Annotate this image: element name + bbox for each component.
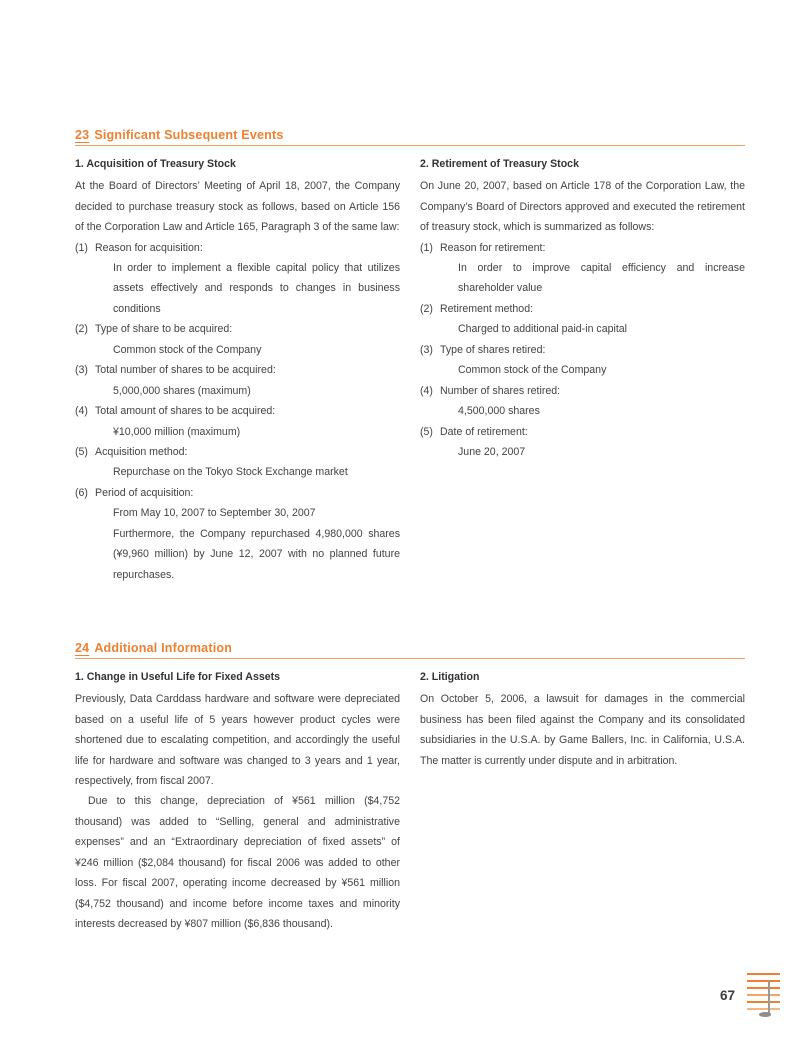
list-marker: (6) bbox=[75, 486, 88, 499]
list-item bbox=[75, 319, 400, 360]
list-detail: 5,000,000 shares (maximum) bbox=[113, 384, 251, 397]
list-detail: Common stock of the Company bbox=[458, 364, 607, 377]
list-item bbox=[420, 299, 745, 340]
list-detail: ¥10,000 million (maximum) bbox=[113, 425, 241, 438]
list-marker: (1) bbox=[420, 241, 433, 254]
list-detail: 4,500,000 shares bbox=[458, 405, 540, 418]
list-item bbox=[75, 442, 400, 483]
list-label: Date of retirement: bbox=[440, 425, 528, 438]
list-detail: Common stock of the Company bbox=[113, 343, 262, 356]
list-label: Acquisition method: bbox=[95, 445, 188, 458]
list-marker: (4) bbox=[75, 405, 88, 418]
list-marker: (5) bbox=[420, 425, 433, 438]
paragraph-retirement-intro: On June 20, 2007, based on Article 178 of the Corporation Law, the Company’s Board of Directors approved and executed the retirement of treasury stock, which is summarized as follows: bbox=[420, 180, 745, 234]
list-detail: June 20, 2007 bbox=[458, 445, 526, 458]
list-marker: (3) bbox=[420, 343, 433, 356]
list-item bbox=[420, 340, 745, 381]
page-number: 67 bbox=[720, 988, 736, 1003]
list-label: Reason for retirement: bbox=[440, 241, 546, 254]
list-label: Total number of shares to be acquired: bbox=[95, 364, 276, 377]
section-columns bbox=[75, 670, 745, 935]
column-left bbox=[75, 157, 400, 585]
list-detail: Repurchase on the Tokyo Stock Exchange market bbox=[113, 466, 348, 479]
page-footer bbox=[720, 969, 780, 1027]
list-label: Type of share to be acquired: bbox=[95, 323, 233, 336]
paragraph-useful-life: Previously, Data Carddass hardware and software were depreciated based on a useful life of 5 years however product cycles were shortened due to escalating competition, and accordingly the useful life for hardware and software was changed to 3 years and 1 year, respectively, from fiscal 2007. bbox=[75, 693, 400, 788]
column-right bbox=[420, 670, 745, 935]
section-title: Significant Subsequent Events bbox=[94, 128, 284, 142]
list-label: Reason for acquisition: bbox=[95, 241, 203, 254]
section-heading bbox=[75, 128, 745, 146]
list-marker: (4) bbox=[420, 384, 433, 397]
list-label: Retirement method: bbox=[440, 302, 534, 315]
list-label: Total amount of shares to be acquired: bbox=[95, 405, 276, 418]
sub-heading-retirement-of-treasury-stock: 2. Retirement of Treasury Stock bbox=[420, 158, 579, 170]
list-marker: (5) bbox=[75, 445, 88, 458]
list-item bbox=[420, 238, 745, 299]
list-detail: Charged to additional paid-in capital bbox=[458, 323, 628, 336]
section-additional-information bbox=[75, 641, 745, 935]
sub-heading-change-in-useful-life: 1. Change in Useful Life for Fixed Assets bbox=[75, 671, 281, 683]
list-item bbox=[75, 483, 400, 585]
list-marker: (2) bbox=[75, 323, 88, 336]
list-detail-extra: Furthermore, the Company repurchased 4,980,000 shares (¥9,960 million) by June 12, 2007 with no planned future repurchases. bbox=[113, 527, 400, 581]
list-label: Period of acquisition: bbox=[95, 486, 194, 499]
list-marker: (3) bbox=[75, 364, 88, 377]
list-detail: From May 10, 2007 to September 30, 2007 bbox=[113, 507, 316, 520]
list-item bbox=[420, 422, 745, 463]
list-marker: (2) bbox=[420, 302, 433, 315]
decorative-ornament-icon bbox=[747, 969, 780, 1021]
list-item bbox=[420, 381, 745, 422]
sub-heading-acquisition-of-treasury-stock: 1. Acquisition of Treasury Stock bbox=[75, 158, 236, 170]
list-marker: (1) bbox=[75, 241, 88, 254]
list-item bbox=[75, 238, 400, 320]
section-number: 23 bbox=[75, 128, 90, 142]
list-label: Type of shares retired: bbox=[440, 343, 546, 356]
list-label: Number of shares retired: bbox=[440, 384, 561, 397]
paragraph-acquisition-intro: At the Board of Directors’ Meeting of April 18, 2007, the Company decided to purchase treasury stock as follows, based on Article 156 of the Corporation Law and Article 165, Paragraph 3 of the same law: bbox=[75, 180, 400, 234]
column-right bbox=[420, 157, 745, 585]
section-heading bbox=[75, 641, 745, 659]
paragraph-depreciation-impact: Due to this change, depreciation of ¥561 million ($4,752 thousand) was added to “Selling, general and administrative expenses” and an “Extraordinary depreciation of fixed assets” of ¥246 million ($2,084 thousand) for fiscal 2006 was added to other loss. For fiscal 2007, operating income decreased by ¥561 million ($4,752 thousand) and income before income taxes and minority interests decreased by ¥807 million ($6,836 thousand). bbox=[75, 795, 400, 931]
section-title: Additional Information bbox=[94, 641, 233, 655]
list-item bbox=[75, 360, 400, 401]
list-acquisition-items bbox=[75, 238, 400, 585]
section-significant-subsequent-events bbox=[75, 128, 745, 585]
list-detail: In order to implement a flexible capital policy that utilizes assets effectively and responds to changes in business conditions bbox=[113, 262, 400, 315]
list-detail: In order to improve capital efficiency and increase shareholder value bbox=[458, 262, 745, 295]
section-number: 24 bbox=[75, 641, 90, 655]
section-columns bbox=[75, 157, 745, 585]
list-item bbox=[75, 401, 400, 442]
list-retirement-items bbox=[420, 238, 745, 463]
column-left bbox=[75, 670, 400, 935]
sub-heading-litigation: 2. Litigation bbox=[420, 671, 480, 683]
paragraph-litigation: On October 5, 2006, a lawsuit for damages in the commercial business has been filed against the Company and its consolidated subsidiaries in the U.S.A. by Game Ballers, Inc. in California, U.S.A. The matter is currently under dispute and in arbitration. bbox=[420, 693, 745, 767]
